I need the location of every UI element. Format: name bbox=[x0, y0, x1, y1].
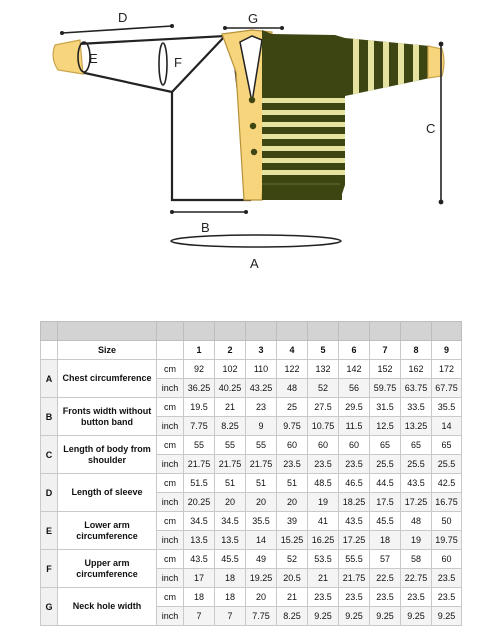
value-cell: 35.5 bbox=[246, 512, 277, 531]
value-cell: 19.5 bbox=[184, 398, 215, 417]
table-body bbox=[41, 322, 462, 626]
value-cell: 16.25 bbox=[308, 531, 339, 550]
measure-name: Length of sleeve bbox=[58, 474, 157, 512]
value-cell: 53.5 bbox=[308, 550, 339, 569]
value-cell: 21.75 bbox=[215, 455, 246, 474]
value-cell: 52 bbox=[277, 550, 308, 569]
value-cell: 59.75 bbox=[370, 379, 401, 398]
value-cell: 21 bbox=[308, 569, 339, 588]
label-c: C bbox=[426, 121, 436, 136]
value-cell: 23.5 bbox=[432, 588, 462, 607]
measure-name: Neck hole width bbox=[58, 588, 157, 626]
value-cell: 20 bbox=[215, 493, 246, 512]
table-row bbox=[41, 360, 462, 379]
label-g: G bbox=[248, 11, 259, 26]
unit-label: inch bbox=[157, 493, 184, 512]
value-cell: 27.5 bbox=[308, 398, 339, 417]
value-cell: 51 bbox=[246, 474, 277, 493]
value-cell: 21.75 bbox=[246, 455, 277, 474]
label-f: F bbox=[174, 55, 182, 70]
label-b: B bbox=[201, 220, 210, 235]
value-cell: 92 bbox=[184, 360, 215, 379]
value-cell: 25.5 bbox=[401, 455, 432, 474]
dimension-b bbox=[170, 210, 248, 235]
value-cell: 17.25 bbox=[339, 531, 370, 550]
value-cell: 33.5 bbox=[401, 398, 432, 417]
value-cell: 9 bbox=[246, 417, 277, 436]
value-cell: 43.5 bbox=[401, 474, 432, 493]
value-cell: 152 bbox=[370, 360, 401, 379]
measure-name: Upper arm circumference bbox=[58, 550, 157, 588]
size-header-row bbox=[41, 341, 462, 360]
value-cell: 122 bbox=[277, 360, 308, 379]
unit-label: inch bbox=[157, 531, 184, 550]
unit-label: cm bbox=[157, 588, 184, 607]
value-cell: 25.5 bbox=[370, 455, 401, 474]
value-cell: 52 bbox=[308, 379, 339, 398]
value-cell: 16.75 bbox=[432, 493, 462, 512]
value-cell: 19.25 bbox=[246, 569, 277, 588]
measure-name: Length of body from shoulder bbox=[58, 436, 157, 474]
value-cell: 55 bbox=[246, 436, 277, 455]
unit-label: cm bbox=[157, 550, 184, 569]
unit-label: cm bbox=[157, 398, 184, 417]
value-cell: 102 bbox=[215, 360, 246, 379]
value-cell: 23.5 bbox=[277, 455, 308, 474]
value-cell: 45.5 bbox=[215, 550, 246, 569]
value-cell: 20 bbox=[246, 493, 277, 512]
value-cell: 20.25 bbox=[184, 493, 215, 512]
value-cell: 55 bbox=[215, 436, 246, 455]
value-cell: 7 bbox=[184, 607, 215, 626]
value-cell: 57 bbox=[370, 550, 401, 569]
table-row bbox=[41, 398, 462, 417]
value-cell: 7.75 bbox=[246, 607, 277, 626]
value-cell: 132 bbox=[308, 360, 339, 379]
value-cell: 43.5 bbox=[184, 550, 215, 569]
label-d: D bbox=[118, 10, 128, 25]
unit-label: inch bbox=[157, 417, 184, 436]
value-cell: 48.5 bbox=[308, 474, 339, 493]
unit-label: cm bbox=[157, 360, 184, 379]
value-cell: 172 bbox=[432, 360, 462, 379]
value-cell: 58 bbox=[401, 550, 432, 569]
value-cell: 7.75 bbox=[184, 417, 215, 436]
size-col: 8 bbox=[401, 341, 432, 360]
size-col: 9 bbox=[432, 341, 462, 360]
unit-label: cm bbox=[157, 474, 184, 493]
value-cell: 40.25 bbox=[215, 379, 246, 398]
value-cell: 23 bbox=[246, 398, 277, 417]
dimension-g bbox=[223, 11, 284, 30]
value-cell: 10.75 bbox=[308, 417, 339, 436]
value-cell: 21 bbox=[277, 588, 308, 607]
value-cell: 17 bbox=[184, 569, 215, 588]
value-cell: 23.5 bbox=[308, 455, 339, 474]
value-cell: 65 bbox=[432, 436, 462, 455]
value-cell: 45.5 bbox=[370, 512, 401, 531]
value-cell: 34.5 bbox=[215, 512, 246, 531]
size-header-label: Size bbox=[58, 341, 157, 360]
measure-letter: E bbox=[41, 512, 58, 550]
value-cell: 56 bbox=[339, 379, 370, 398]
value-cell: 20 bbox=[246, 588, 277, 607]
right-front bbox=[262, 30, 352, 200]
measure-name: Lower arm circumference bbox=[58, 512, 157, 550]
value-cell: 21 bbox=[215, 398, 246, 417]
value-cell: 9.25 bbox=[370, 607, 401, 626]
value-cell: 31.5 bbox=[370, 398, 401, 417]
measure-letter: C bbox=[41, 436, 58, 474]
value-cell: 23.5 bbox=[339, 588, 370, 607]
value-cell: 60 bbox=[432, 550, 462, 569]
size-col: 3 bbox=[246, 341, 277, 360]
value-cell: 50 bbox=[432, 512, 462, 531]
size-col: 4 bbox=[277, 341, 308, 360]
value-cell: 39 bbox=[277, 512, 308, 531]
table-row bbox=[41, 474, 462, 493]
value-cell: 36.25 bbox=[184, 379, 215, 398]
value-cell: 55 bbox=[184, 436, 215, 455]
value-cell: 22.75 bbox=[401, 569, 432, 588]
value-cell: 65 bbox=[370, 436, 401, 455]
value-cell: 34.5 bbox=[184, 512, 215, 531]
unit-label: cm bbox=[157, 512, 184, 531]
measure-name: Chest circumference bbox=[58, 360, 157, 398]
value-cell: 55.5 bbox=[339, 550, 370, 569]
value-cell: 60 bbox=[339, 436, 370, 455]
value-cell: 18 bbox=[215, 569, 246, 588]
value-cell: 60 bbox=[277, 436, 308, 455]
value-cell: 23.5 bbox=[339, 455, 370, 474]
unit-label: inch bbox=[157, 379, 184, 398]
table-row bbox=[41, 588, 462, 607]
dimension-d bbox=[60, 10, 174, 35]
value-cell: 13.25 bbox=[401, 417, 432, 436]
measure-letter: A bbox=[41, 360, 58, 398]
button-3 bbox=[251, 149, 257, 155]
label-e: E bbox=[89, 51, 98, 66]
value-cell: 51 bbox=[277, 474, 308, 493]
value-cell: 67.75 bbox=[432, 379, 462, 398]
button-2 bbox=[250, 123, 256, 129]
value-cell: 43.25 bbox=[246, 379, 277, 398]
value-cell: 18.25 bbox=[339, 493, 370, 512]
value-cell: 44.5 bbox=[370, 474, 401, 493]
value-cell: 8.25 bbox=[277, 607, 308, 626]
value-cell: 9.25 bbox=[401, 607, 432, 626]
value-cell: 17.5 bbox=[370, 493, 401, 512]
size-col: 5 bbox=[308, 341, 339, 360]
size-table bbox=[40, 321, 462, 626]
value-cell: 21.75 bbox=[339, 569, 370, 588]
value-cell: 19 bbox=[308, 493, 339, 512]
value-cell: 18 bbox=[215, 588, 246, 607]
dimension-a bbox=[171, 235, 341, 271]
size-col: 7 bbox=[370, 341, 401, 360]
value-cell: 25.5 bbox=[432, 455, 462, 474]
value-cell: 162 bbox=[401, 360, 432, 379]
button-1 bbox=[249, 97, 255, 103]
value-cell: 48 bbox=[277, 379, 308, 398]
value-cell: 48 bbox=[401, 512, 432, 531]
value-cell: 23.5 bbox=[401, 588, 432, 607]
value-cell: 9.25 bbox=[339, 607, 370, 626]
measure-letter: F bbox=[41, 550, 58, 588]
unit-label: inch bbox=[157, 569, 184, 588]
value-cell: 23.5 bbox=[308, 588, 339, 607]
value-cell: 142 bbox=[339, 360, 370, 379]
value-cell: 46.5 bbox=[339, 474, 370, 493]
measure-name: Fronts width without button band bbox=[58, 398, 157, 436]
value-cell: 7 bbox=[215, 607, 246, 626]
value-cell: 9.25 bbox=[432, 607, 462, 626]
value-cell: 13.5 bbox=[215, 531, 246, 550]
value-cell: 14 bbox=[432, 417, 462, 436]
right-sleeve bbox=[345, 36, 430, 100]
measure-letter: D bbox=[41, 474, 58, 512]
value-cell: 51 bbox=[215, 474, 246, 493]
value-cell: 41 bbox=[308, 512, 339, 531]
value-cell: 63.75 bbox=[401, 379, 432, 398]
value-cell: 65 bbox=[401, 436, 432, 455]
value-cell: 11.5 bbox=[339, 417, 370, 436]
value-cell: 110 bbox=[246, 360, 277, 379]
size-col: 2 bbox=[215, 341, 246, 360]
value-cell: 9.25 bbox=[308, 607, 339, 626]
value-cell: 43.5 bbox=[339, 512, 370, 531]
size-col: 1 bbox=[184, 341, 215, 360]
value-cell: 22.5 bbox=[370, 569, 401, 588]
value-cell: 15.25 bbox=[277, 531, 308, 550]
value-cell: 14 bbox=[246, 531, 277, 550]
value-cell: 29.5 bbox=[339, 398, 370, 417]
table-row bbox=[41, 550, 462, 569]
value-cell: 51.5 bbox=[184, 474, 215, 493]
value-cell: 42.5 bbox=[432, 474, 462, 493]
unit-label: inch bbox=[157, 455, 184, 474]
value-cell: 8.25 bbox=[215, 417, 246, 436]
value-cell: 19 bbox=[401, 531, 432, 550]
measure-letter: G bbox=[41, 588, 58, 626]
value-cell: 49 bbox=[246, 550, 277, 569]
measure-letter: B bbox=[41, 398, 58, 436]
table-header-band bbox=[41, 322, 462, 341]
value-cell: 25 bbox=[277, 398, 308, 417]
table-row bbox=[41, 512, 462, 531]
value-cell: 20.5 bbox=[277, 569, 308, 588]
value-cell: 20 bbox=[277, 493, 308, 512]
value-cell: 18 bbox=[184, 588, 215, 607]
value-cell: 21.75 bbox=[184, 455, 215, 474]
value-cell: 9.75 bbox=[277, 417, 308, 436]
value-cell: 13.5 bbox=[184, 531, 215, 550]
table-row bbox=[41, 436, 462, 455]
value-cell: 18 bbox=[370, 531, 401, 550]
size-col: 6 bbox=[339, 341, 370, 360]
value-cell: 60 bbox=[308, 436, 339, 455]
label-a: A bbox=[250, 256, 259, 271]
value-cell: 17.25 bbox=[401, 493, 432, 512]
value-cell: 12.5 bbox=[370, 417, 401, 436]
value-cell: 35.5 bbox=[432, 398, 462, 417]
value-cell: 23.5 bbox=[370, 588, 401, 607]
cardigan-schematic bbox=[0, 0, 500, 290]
unit-label: cm bbox=[157, 436, 184, 455]
value-cell: 23.5 bbox=[432, 569, 462, 588]
unit-label: inch bbox=[157, 607, 184, 626]
value-cell: 19.75 bbox=[432, 531, 462, 550]
